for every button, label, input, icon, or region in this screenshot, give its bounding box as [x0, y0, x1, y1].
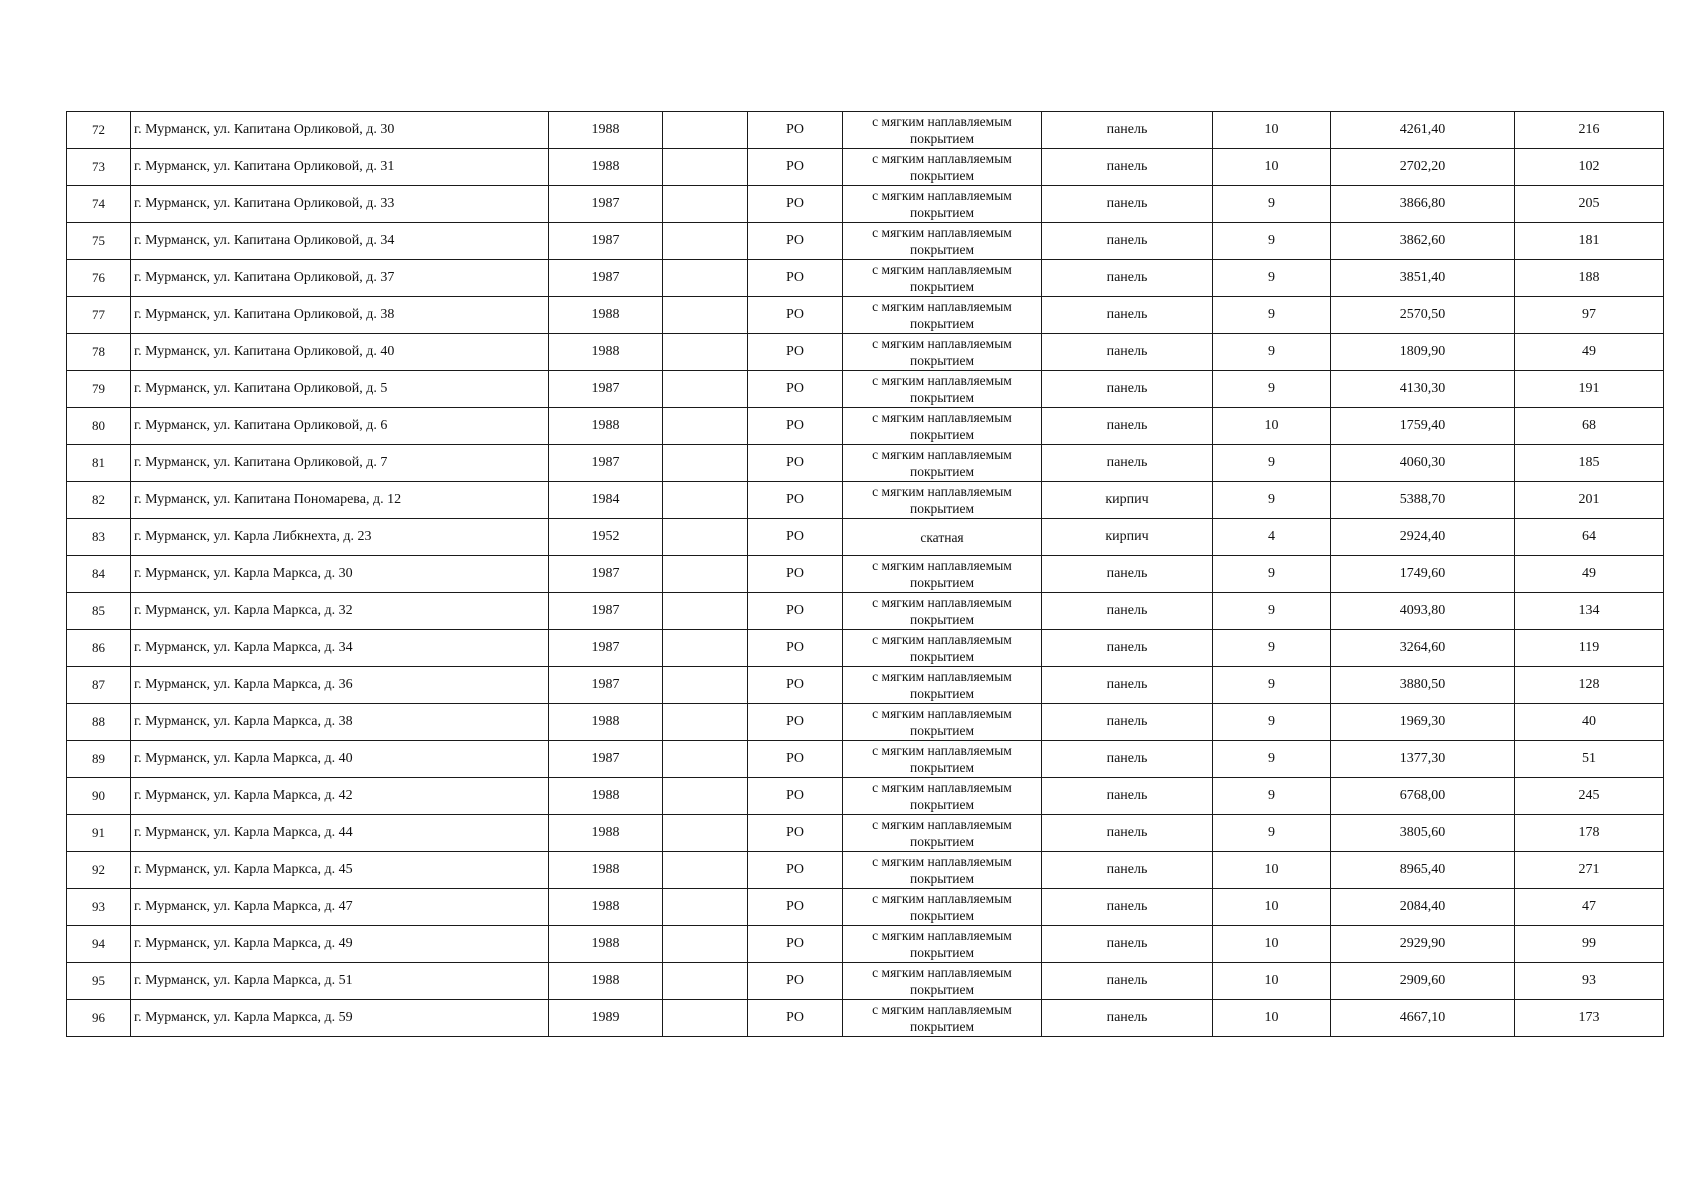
- area-cell: 2084,40: [1331, 889, 1515, 926]
- residents-cell: 99: [1515, 926, 1664, 963]
- residents-cell: 49: [1515, 556, 1664, 593]
- area-cell: 3851,40: [1331, 260, 1515, 297]
- floors-cell: 9: [1213, 334, 1331, 371]
- roof-type-cell: с мягким наплавляемым покрытием: [843, 556, 1042, 593]
- area-cell: 6768,00: [1331, 778, 1515, 815]
- fund-form-cell: РО: [748, 630, 843, 667]
- year-cell: 1988: [549, 112, 663, 149]
- area-cell: 5388,70: [1331, 482, 1515, 519]
- address-cell: г. Мурманск, ул. Капитана Орликовой, д. 7: [131, 445, 549, 482]
- year-cell: 1988: [549, 963, 663, 1000]
- residents-cell: 40: [1515, 704, 1664, 741]
- fund-form-cell: РО: [748, 408, 843, 445]
- residents-cell: 119: [1515, 630, 1664, 667]
- roof-type-cell: с мягким наплавляемым покрытием: [843, 852, 1042, 889]
- roof-type-cell: с мягким наплавляемым покрытием: [843, 889, 1042, 926]
- area-cell: 3805,60: [1331, 815, 1515, 852]
- fund-form-cell: РО: [748, 334, 843, 371]
- wall-material-cell: панель: [1042, 1000, 1213, 1037]
- table-row: [67, 297, 1664, 334]
- wall-material-cell: панель: [1042, 815, 1213, 852]
- address-cell: г. Мурманск, ул. Капитана Орликовой, д. 40: [131, 334, 549, 371]
- year-cell: 1987: [549, 371, 663, 408]
- fund-form-cell: РО: [748, 186, 843, 223]
- floors-cell: 9: [1213, 704, 1331, 741]
- year-cell: 1988: [549, 149, 663, 186]
- residents-cell: 173: [1515, 1000, 1664, 1037]
- floors-cell: 9: [1213, 741, 1331, 778]
- fund-form-cell: РО: [748, 223, 843, 260]
- year-cell: 1987: [549, 445, 663, 482]
- empty-cell: [663, 704, 748, 741]
- year-cell: 1987: [549, 630, 663, 667]
- year-cell: 1988: [549, 852, 663, 889]
- wall-material-cell: панель: [1042, 704, 1213, 741]
- empty-cell: [663, 630, 748, 667]
- wall-material-cell: кирпич: [1042, 482, 1213, 519]
- residents-cell: 188: [1515, 260, 1664, 297]
- wall-material-cell: панель: [1042, 445, 1213, 482]
- empty-cell: [663, 519, 748, 556]
- floors-cell: 9: [1213, 223, 1331, 260]
- empty-cell: [663, 408, 748, 445]
- area-cell: 1749,60: [1331, 556, 1515, 593]
- fund-form-cell: РО: [748, 778, 843, 815]
- wall-material-cell: панель: [1042, 408, 1213, 445]
- wall-material-cell: панель: [1042, 778, 1213, 815]
- residents-cell: 201: [1515, 482, 1664, 519]
- floors-cell: 10: [1213, 408, 1331, 445]
- roof-type-cell: с мягким наплавляемым покрытием: [843, 593, 1042, 630]
- floors-cell: 9: [1213, 630, 1331, 667]
- address-cell: г. Мурманск, ул. Капитана Орликовой, д. 6: [131, 408, 549, 445]
- row-number-cell: 80: [67, 408, 131, 445]
- roof-type-cell: с мягким наплавляемым покрытием: [843, 149, 1042, 186]
- floors-cell: 9: [1213, 778, 1331, 815]
- roof-type-cell: скатная: [843, 519, 1042, 556]
- empty-cell: [663, 482, 748, 519]
- row-number-cell: 81: [67, 445, 131, 482]
- table-body: [67, 112, 1664, 1037]
- residents-cell: 51: [1515, 741, 1664, 778]
- fund-form-cell: РО: [748, 889, 843, 926]
- year-cell: 1988: [549, 704, 663, 741]
- area-cell: 1759,40: [1331, 408, 1515, 445]
- floors-cell: 9: [1213, 371, 1331, 408]
- row-number-cell: 95: [67, 963, 131, 1000]
- table-row: [67, 704, 1664, 741]
- fund-form-cell: РО: [748, 297, 843, 334]
- roof-type-cell: с мягким наплавляемым покрытием: [843, 112, 1042, 149]
- fund-form-cell: РО: [748, 556, 843, 593]
- address-cell: г. Мурманск, ул. Карла Маркса, д. 45: [131, 852, 549, 889]
- residents-cell: 47: [1515, 889, 1664, 926]
- area-cell: 4261,40: [1331, 112, 1515, 149]
- table-row: [67, 186, 1664, 223]
- residents-cell: 178: [1515, 815, 1664, 852]
- area-cell: 4130,30: [1331, 371, 1515, 408]
- floors-cell: 9: [1213, 556, 1331, 593]
- table-row: [67, 334, 1664, 371]
- wall-material-cell: панель: [1042, 149, 1213, 186]
- floors-cell: 9: [1213, 593, 1331, 630]
- residents-cell: 93: [1515, 963, 1664, 1000]
- year-cell: 1988: [549, 889, 663, 926]
- table-row: [67, 408, 1664, 445]
- roof-type-cell: с мягким наплавляемым покрытием: [843, 223, 1042, 260]
- wall-material-cell: панель: [1042, 371, 1213, 408]
- empty-cell: [663, 852, 748, 889]
- area-cell: 3264,60: [1331, 630, 1515, 667]
- table-row: [67, 223, 1664, 260]
- roof-type-cell: с мягким наплавляемым покрытием: [843, 297, 1042, 334]
- wall-material-cell: панель: [1042, 112, 1213, 149]
- floors-cell: 10: [1213, 112, 1331, 149]
- area-cell: 1969,30: [1331, 704, 1515, 741]
- residents-cell: 205: [1515, 186, 1664, 223]
- fund-form-cell: РО: [748, 149, 843, 186]
- roof-type-cell: с мягким наплавляемым покрытием: [843, 371, 1042, 408]
- row-number-cell: 79: [67, 371, 131, 408]
- area-cell: 1809,90: [1331, 334, 1515, 371]
- floors-cell: 9: [1213, 260, 1331, 297]
- address-cell: г. Мурманск, ул. Карла Маркса, д. 32: [131, 593, 549, 630]
- empty-cell: [663, 297, 748, 334]
- empty-cell: [663, 371, 748, 408]
- floors-cell: 10: [1213, 852, 1331, 889]
- fund-form-cell: РО: [748, 852, 843, 889]
- housing-table: [66, 111, 1664, 1037]
- fund-form-cell: РО: [748, 445, 843, 482]
- wall-material-cell: панель: [1042, 297, 1213, 334]
- empty-cell: [663, 741, 748, 778]
- wall-material-cell: панель: [1042, 556, 1213, 593]
- address-cell: г. Мурманск, ул. Карла Маркса, д. 51: [131, 963, 549, 1000]
- area-cell: 2909,60: [1331, 963, 1515, 1000]
- roof-type-cell: с мягким наплавляемым покрытием: [843, 667, 1042, 704]
- empty-cell: [663, 112, 748, 149]
- table-row: [67, 593, 1664, 630]
- area-cell: 2929,90: [1331, 926, 1515, 963]
- row-number-cell: 73: [67, 149, 131, 186]
- wall-material-cell: панель: [1042, 223, 1213, 260]
- floors-cell: 10: [1213, 1000, 1331, 1037]
- table-row: [67, 445, 1664, 482]
- year-cell: 1988: [549, 297, 663, 334]
- floors-cell: 9: [1213, 297, 1331, 334]
- address-cell: г. Мурманск, ул. Карла Маркса, д. 38: [131, 704, 549, 741]
- address-cell: г. Мурманск, ул. Карла Маркса, д. 40: [131, 741, 549, 778]
- roof-type-cell: с мягким наплавляемым покрытием: [843, 926, 1042, 963]
- wall-material-cell: кирпич: [1042, 519, 1213, 556]
- residents-cell: 64: [1515, 519, 1664, 556]
- address-cell: г. Мурманск, ул. Капитана Орликовой, д. 31: [131, 149, 549, 186]
- fund-form-cell: РО: [748, 260, 843, 297]
- roof-type-cell: с мягким наплавляемым покрытием: [843, 186, 1042, 223]
- roof-type-cell: с мягким наплавляемым покрытием: [843, 778, 1042, 815]
- wall-material-cell: панель: [1042, 630, 1213, 667]
- address-cell: г. Мурманск, ул. Капитана Орликовой, д. 34: [131, 223, 549, 260]
- empty-cell: [663, 186, 748, 223]
- area-cell: 1377,30: [1331, 741, 1515, 778]
- empty-cell: [663, 815, 748, 852]
- wall-material-cell: панель: [1042, 334, 1213, 371]
- fund-form-cell: РО: [748, 1000, 843, 1037]
- wall-material-cell: панель: [1042, 741, 1213, 778]
- area-cell: 2570,50: [1331, 297, 1515, 334]
- row-number-cell: 89: [67, 741, 131, 778]
- floors-cell: 4: [1213, 519, 1331, 556]
- floors-cell: 9: [1213, 186, 1331, 223]
- fund-form-cell: РО: [748, 704, 843, 741]
- floors-cell: 10: [1213, 963, 1331, 1000]
- residents-cell: 181: [1515, 223, 1664, 260]
- fund-form-cell: РО: [748, 963, 843, 1000]
- empty-cell: [663, 149, 748, 186]
- floors-cell: 9: [1213, 445, 1331, 482]
- wall-material-cell: панель: [1042, 260, 1213, 297]
- row-number-cell: 88: [67, 704, 131, 741]
- address-cell: г. Мурманск, ул. Карла Либкнехта, д. 23: [131, 519, 549, 556]
- roof-type-cell: с мягким наплавляемым покрытием: [843, 741, 1042, 778]
- area-cell: 4060,30: [1331, 445, 1515, 482]
- empty-cell: [663, 593, 748, 630]
- row-number-cell: 75: [67, 223, 131, 260]
- wall-material-cell: панель: [1042, 667, 1213, 704]
- residents-cell: 245: [1515, 778, 1664, 815]
- residents-cell: 191: [1515, 371, 1664, 408]
- roof-type-cell: с мягким наплавляемым покрытием: [843, 334, 1042, 371]
- year-cell: 1988: [549, 408, 663, 445]
- area-cell: 8965,40: [1331, 852, 1515, 889]
- table-row: [67, 519, 1664, 556]
- residents-cell: 49: [1515, 334, 1664, 371]
- address-cell: г. Мурманск, ул. Карла Маркса, д. 59: [131, 1000, 549, 1037]
- row-number-cell: 74: [67, 186, 131, 223]
- table-row: [67, 741, 1664, 778]
- floors-cell: 10: [1213, 926, 1331, 963]
- year-cell: 1952: [549, 519, 663, 556]
- table-row: [67, 852, 1664, 889]
- table-row: [67, 371, 1664, 408]
- residents-cell: 271: [1515, 852, 1664, 889]
- year-cell: 1987: [549, 556, 663, 593]
- fund-form-cell: РО: [748, 926, 843, 963]
- empty-cell: [663, 667, 748, 704]
- area-cell: 3866,80: [1331, 186, 1515, 223]
- area-cell: 2924,40: [1331, 519, 1515, 556]
- row-number-cell: 85: [67, 593, 131, 630]
- row-number-cell: 86: [67, 630, 131, 667]
- empty-cell: [663, 556, 748, 593]
- year-cell: 1987: [549, 186, 663, 223]
- floors-cell: 9: [1213, 482, 1331, 519]
- empty-cell: [663, 260, 748, 297]
- fund-form-cell: РО: [748, 371, 843, 408]
- year-cell: 1987: [549, 593, 663, 630]
- row-number-cell: 76: [67, 260, 131, 297]
- address-cell: г. Мурманск, ул. Карла Маркса, д. 49: [131, 926, 549, 963]
- area-cell: 3880,50: [1331, 667, 1515, 704]
- address-cell: г. Мурманск, ул. Карла Маркса, д. 42: [131, 778, 549, 815]
- roof-type-cell: с мягким наплавляемым покрытием: [843, 815, 1042, 852]
- empty-cell: [663, 334, 748, 371]
- wall-material-cell: панель: [1042, 852, 1213, 889]
- fund-form-cell: РО: [748, 593, 843, 630]
- fund-form-cell: РО: [748, 815, 843, 852]
- table-row: [67, 963, 1664, 1000]
- table-row: [67, 815, 1664, 852]
- table-row: [67, 556, 1664, 593]
- row-number-cell: 93: [67, 889, 131, 926]
- empty-cell: [663, 889, 748, 926]
- table-row: [67, 778, 1664, 815]
- residents-cell: 128: [1515, 667, 1664, 704]
- row-number-cell: 94: [67, 926, 131, 963]
- floors-cell: 9: [1213, 815, 1331, 852]
- wall-material-cell: панель: [1042, 186, 1213, 223]
- address-cell: г. Мурманск, ул. Капитана Пономарева, д. 12: [131, 482, 549, 519]
- empty-cell: [663, 1000, 748, 1037]
- floors-cell: 9: [1213, 667, 1331, 704]
- roof-type-cell: с мягким наплавляемым покрытием: [843, 1000, 1042, 1037]
- row-number-cell: 96: [67, 1000, 131, 1037]
- year-cell: 1987: [549, 223, 663, 260]
- roof-type-cell: с мягким наплавляемым покрытием: [843, 482, 1042, 519]
- residents-cell: 97: [1515, 297, 1664, 334]
- year-cell: 1988: [549, 926, 663, 963]
- address-cell: г. Мурманск, ул. Капитана Орликовой, д. 30: [131, 112, 549, 149]
- table-row: [67, 926, 1664, 963]
- empty-cell: [663, 778, 748, 815]
- roof-type-cell: с мягким наплавляемым покрытием: [843, 704, 1042, 741]
- row-number-cell: 82: [67, 482, 131, 519]
- fund-form-cell: РО: [748, 519, 843, 556]
- roof-type-cell: с мягким наплавляемым покрытием: [843, 445, 1042, 482]
- area-cell: 4667,10: [1331, 1000, 1515, 1037]
- floors-cell: 10: [1213, 149, 1331, 186]
- year-cell: 1988: [549, 778, 663, 815]
- residents-cell: 134: [1515, 593, 1664, 630]
- residents-cell: 68: [1515, 408, 1664, 445]
- year-cell: 1987: [549, 741, 663, 778]
- empty-cell: [663, 223, 748, 260]
- empty-cell: [663, 963, 748, 1000]
- table-row: [67, 112, 1664, 149]
- fund-form-cell: РО: [748, 667, 843, 704]
- roof-type-cell: с мягким наплавляемым покрытием: [843, 408, 1042, 445]
- address-cell: г. Мурманск, ул. Карла Маркса, д. 36: [131, 667, 549, 704]
- row-number-cell: 90: [67, 778, 131, 815]
- roof-type-cell: с мягким наплавляемым покрытием: [843, 963, 1042, 1000]
- table-row: [67, 482, 1664, 519]
- row-number-cell: 83: [67, 519, 131, 556]
- row-number-cell: 84: [67, 556, 131, 593]
- fund-form-cell: РО: [748, 112, 843, 149]
- fund-form-cell: РО: [748, 741, 843, 778]
- table-row: [67, 667, 1664, 704]
- address-cell: г. Мурманск, ул. Капитана Орликовой, д. 38: [131, 297, 549, 334]
- address-cell: г. Мурманск, ул. Карла Маркса, д. 44: [131, 815, 549, 852]
- residents-cell: 185: [1515, 445, 1664, 482]
- wall-material-cell: панель: [1042, 926, 1213, 963]
- wall-material-cell: панель: [1042, 889, 1213, 926]
- address-cell: г. Мурманск, ул. Капитана Орликовой, д. 37: [131, 260, 549, 297]
- year-cell: 1984: [549, 482, 663, 519]
- empty-cell: [663, 926, 748, 963]
- table-row: [67, 149, 1664, 186]
- address-cell: г. Мурманск, ул. Карла Маркса, д. 34: [131, 630, 549, 667]
- address-cell: г. Мурманск, ул. Карла Маркса, д. 30: [131, 556, 549, 593]
- empty-cell: [663, 445, 748, 482]
- table-row: [67, 1000, 1664, 1037]
- roof-type-cell: с мягким наплавляемым покрытием: [843, 260, 1042, 297]
- row-number-cell: 87: [67, 667, 131, 704]
- year-cell: 1987: [549, 260, 663, 297]
- fund-form-cell: РО: [748, 482, 843, 519]
- row-number-cell: 72: [67, 112, 131, 149]
- address-cell: г. Мурманск, ул. Капитана Орликовой, д. 5: [131, 371, 549, 408]
- residents-cell: 216: [1515, 112, 1664, 149]
- row-number-cell: 92: [67, 852, 131, 889]
- year-cell: 1989: [549, 1000, 663, 1037]
- row-number-cell: 78: [67, 334, 131, 371]
- table-row: [67, 630, 1664, 667]
- table-row: [67, 260, 1664, 297]
- area-cell: 3862,60: [1331, 223, 1515, 260]
- residents-cell: 102: [1515, 149, 1664, 186]
- area-cell: 4093,80: [1331, 593, 1515, 630]
- wall-material-cell: панель: [1042, 593, 1213, 630]
- floors-cell: 10: [1213, 889, 1331, 926]
- row-number-cell: 91: [67, 815, 131, 852]
- year-cell: 1988: [549, 334, 663, 371]
- wall-material-cell: панель: [1042, 963, 1213, 1000]
- row-number-cell: 77: [67, 297, 131, 334]
- address-cell: г. Мурманск, ул. Карла Маркса, д. 47: [131, 889, 549, 926]
- table-row: [67, 889, 1664, 926]
- year-cell: 1988: [549, 815, 663, 852]
- year-cell: 1987: [549, 667, 663, 704]
- address-cell: г. Мурманск, ул. Капитана Орликовой, д. 33: [131, 186, 549, 223]
- area-cell: 2702,20: [1331, 149, 1515, 186]
- roof-type-cell: с мягким наплавляемым покрытием: [843, 630, 1042, 667]
